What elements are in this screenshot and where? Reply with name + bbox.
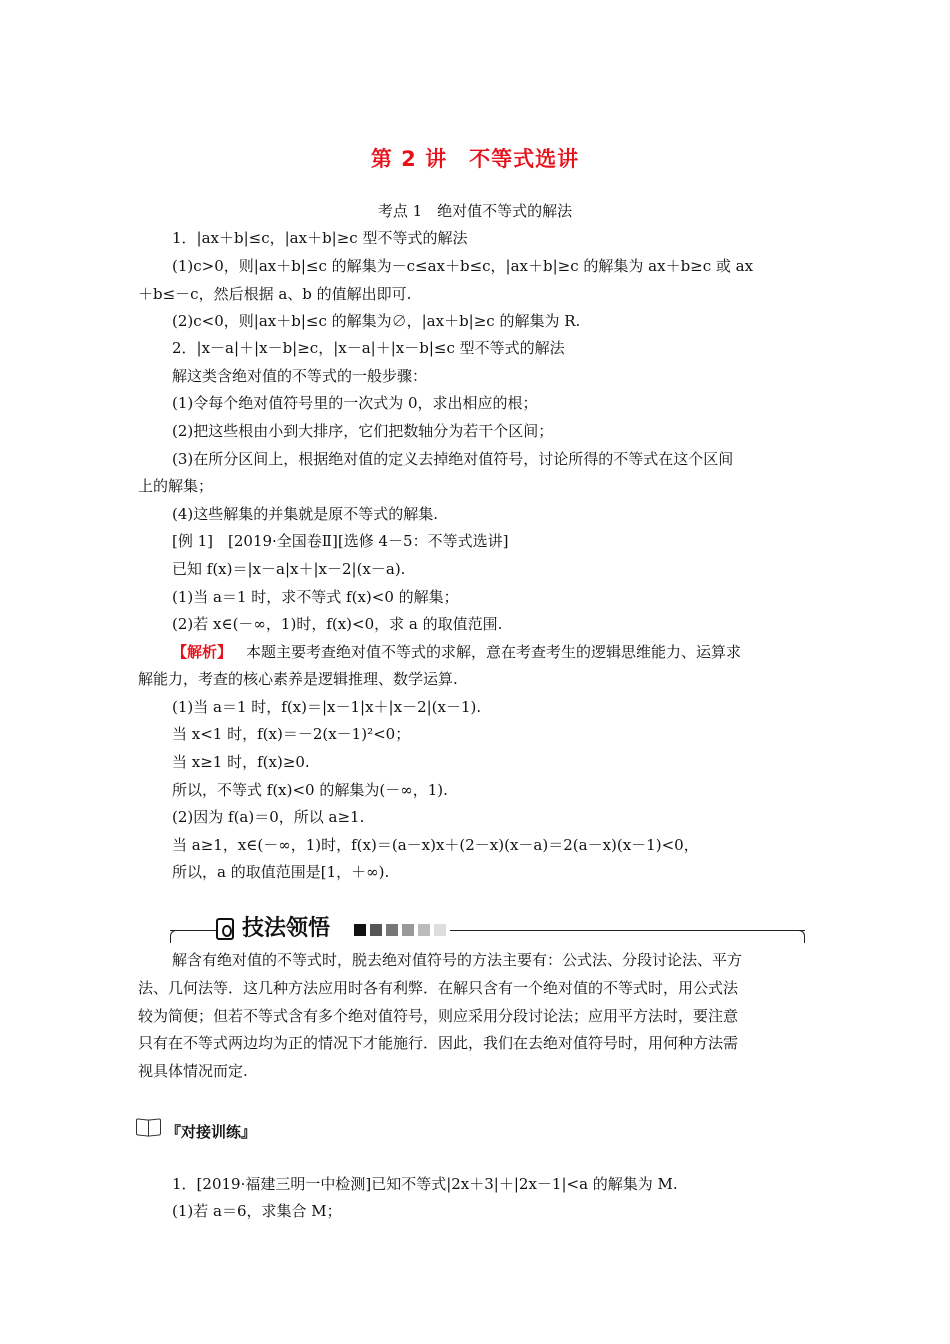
text-line: 1．|ax＋b|≤c，|ax＋b|≥c 型不等式的解法 xyxy=(172,229,468,247)
text-line: 解这类含绝对值的不等式的一般步骤： xyxy=(172,367,428,385)
text-line: ＋b≤－c，然后根据 a、b 的值解出即可. xyxy=(138,285,412,303)
text-line-content: 本题主要考查绝对值不等式的求解，意在考查考生的逻辑思维能力、运算求 xyxy=(246,643,742,661)
analysis-tag: 【解析】 xyxy=(172,643,233,661)
page-title: 第 2 讲 不等式选讲 xyxy=(370,147,580,171)
text-line: 解含有绝对值的不等式时，脱去绝对值符号的方法主要有：公式法、分段讨论法、平方 xyxy=(172,951,743,969)
text-line: 只有在不等式两边均为正的情况下才能施行．因此，我们在去绝对值符号时，用何种方法需 xyxy=(138,1034,739,1052)
text-line: (3)在所分区间上，根据绝对值的定义去掉绝对值符号，讨论所得的不等式在这个区间 xyxy=(172,450,734,468)
text-line: 上的解集； xyxy=(138,477,214,495)
text-line: (2)c<0，则|ax＋b|≤c 的解集为∅，|ax＋b|≥c 的解集为 R. xyxy=(172,312,581,330)
text-line: 1．[2019·福建三明一中检测]已知不等式|2x＋3|＋|2x－1|<a 的解集为 M. xyxy=(172,1175,678,1193)
text-line: (1)若 a＝6，求集合 M； xyxy=(172,1202,342,1220)
text-line: 所以，a 的取值范围是[1，＋∞). xyxy=(172,863,390,881)
banner-square xyxy=(354,924,366,936)
method-icon xyxy=(216,918,234,940)
text-line: (1)c>0，则|ax＋b|≤c 的解集为－c≤ax＋b≤c，|ax＋b|≥c 的解集为 ax＋b≥c 或 ax xyxy=(172,257,754,275)
text-line: 所以，不等式 f(x)<0 的解集为(－∞，1). xyxy=(172,781,448,799)
book-icon xyxy=(136,1119,162,1137)
text-line: 视具体情况而定. xyxy=(138,1062,248,1080)
method-banner xyxy=(170,914,805,946)
text-line: 当 x≥1 时，f(x)≥0. xyxy=(172,753,310,771)
text-line: (2)若 x∈(－∞，1)时，f(x)<0，求 a 的取值范围. xyxy=(172,615,503,633)
text-line: [例 1] [2019·全国卷Ⅱ][选修 4－5：不等式选讲] xyxy=(172,532,509,550)
text-line: 2．|x－a|＋|x－b|≥c，|x－a|＋|x－b|≤c 型不等式的解法 xyxy=(172,339,565,357)
banner-square xyxy=(402,924,414,936)
banner-square xyxy=(370,924,382,936)
section-heading: 考点 1 绝对值不等式的解法 xyxy=(377,202,573,220)
banner-square xyxy=(418,924,430,936)
text-line: (1)令每个绝对值符号里的一次式为 0，求出相应的根； xyxy=(172,394,538,412)
banner-square xyxy=(434,924,446,936)
text-line: 已知 f(x)＝|x－a|x＋|x－2|(x－a). xyxy=(172,560,406,578)
banner-hook-right xyxy=(796,930,805,943)
text-line: 当 a≥1，x∈(－∞，1)时，f(x)＝(a－x)x＋(2－x)(x－a)＝2(a－x)(x－1)<0， xyxy=(172,836,699,854)
text-line: (1)当 a＝1 时，f(x)＝|x－1|x＋|x－2|(x－1). xyxy=(172,698,482,716)
text-line xyxy=(172,642,741,662)
text-line: 解能力，考查的核心素养是逻辑推理、数学运算. xyxy=(138,670,458,688)
banner-label: 技法领悟 xyxy=(242,914,336,944)
text-line: 较为简便；但若不等式含有多个绝对值符号，则应采用分段讨论法；应用平方法时，要注意 xyxy=(138,1007,739,1025)
text-line: (1)当 a＝1 时，求不等式 f(x)<0 的解集； xyxy=(172,588,459,606)
text-line: 法、几何法等．这几种方法应用时各有利弊．在解只含有一个绝对值的不等式时，用公式法 xyxy=(138,979,739,997)
training-label: 『对接训练』 xyxy=(166,1123,257,1141)
text-line: (2)因为 f(a)＝0，所以 a≥1. xyxy=(172,808,365,826)
text-line: 当 x<1 时，f(x)＝－2(x－1)²<0； xyxy=(172,725,411,743)
text-line: (4)这些解集的并集就是原不等式的解集. xyxy=(172,505,439,523)
banner-rule-right xyxy=(450,930,805,931)
banner-hook-left xyxy=(170,930,179,943)
text-line: (2)把这些根由小到大排序，它们把数轴分为若干个区间； xyxy=(172,422,554,440)
banner-square xyxy=(386,924,398,936)
